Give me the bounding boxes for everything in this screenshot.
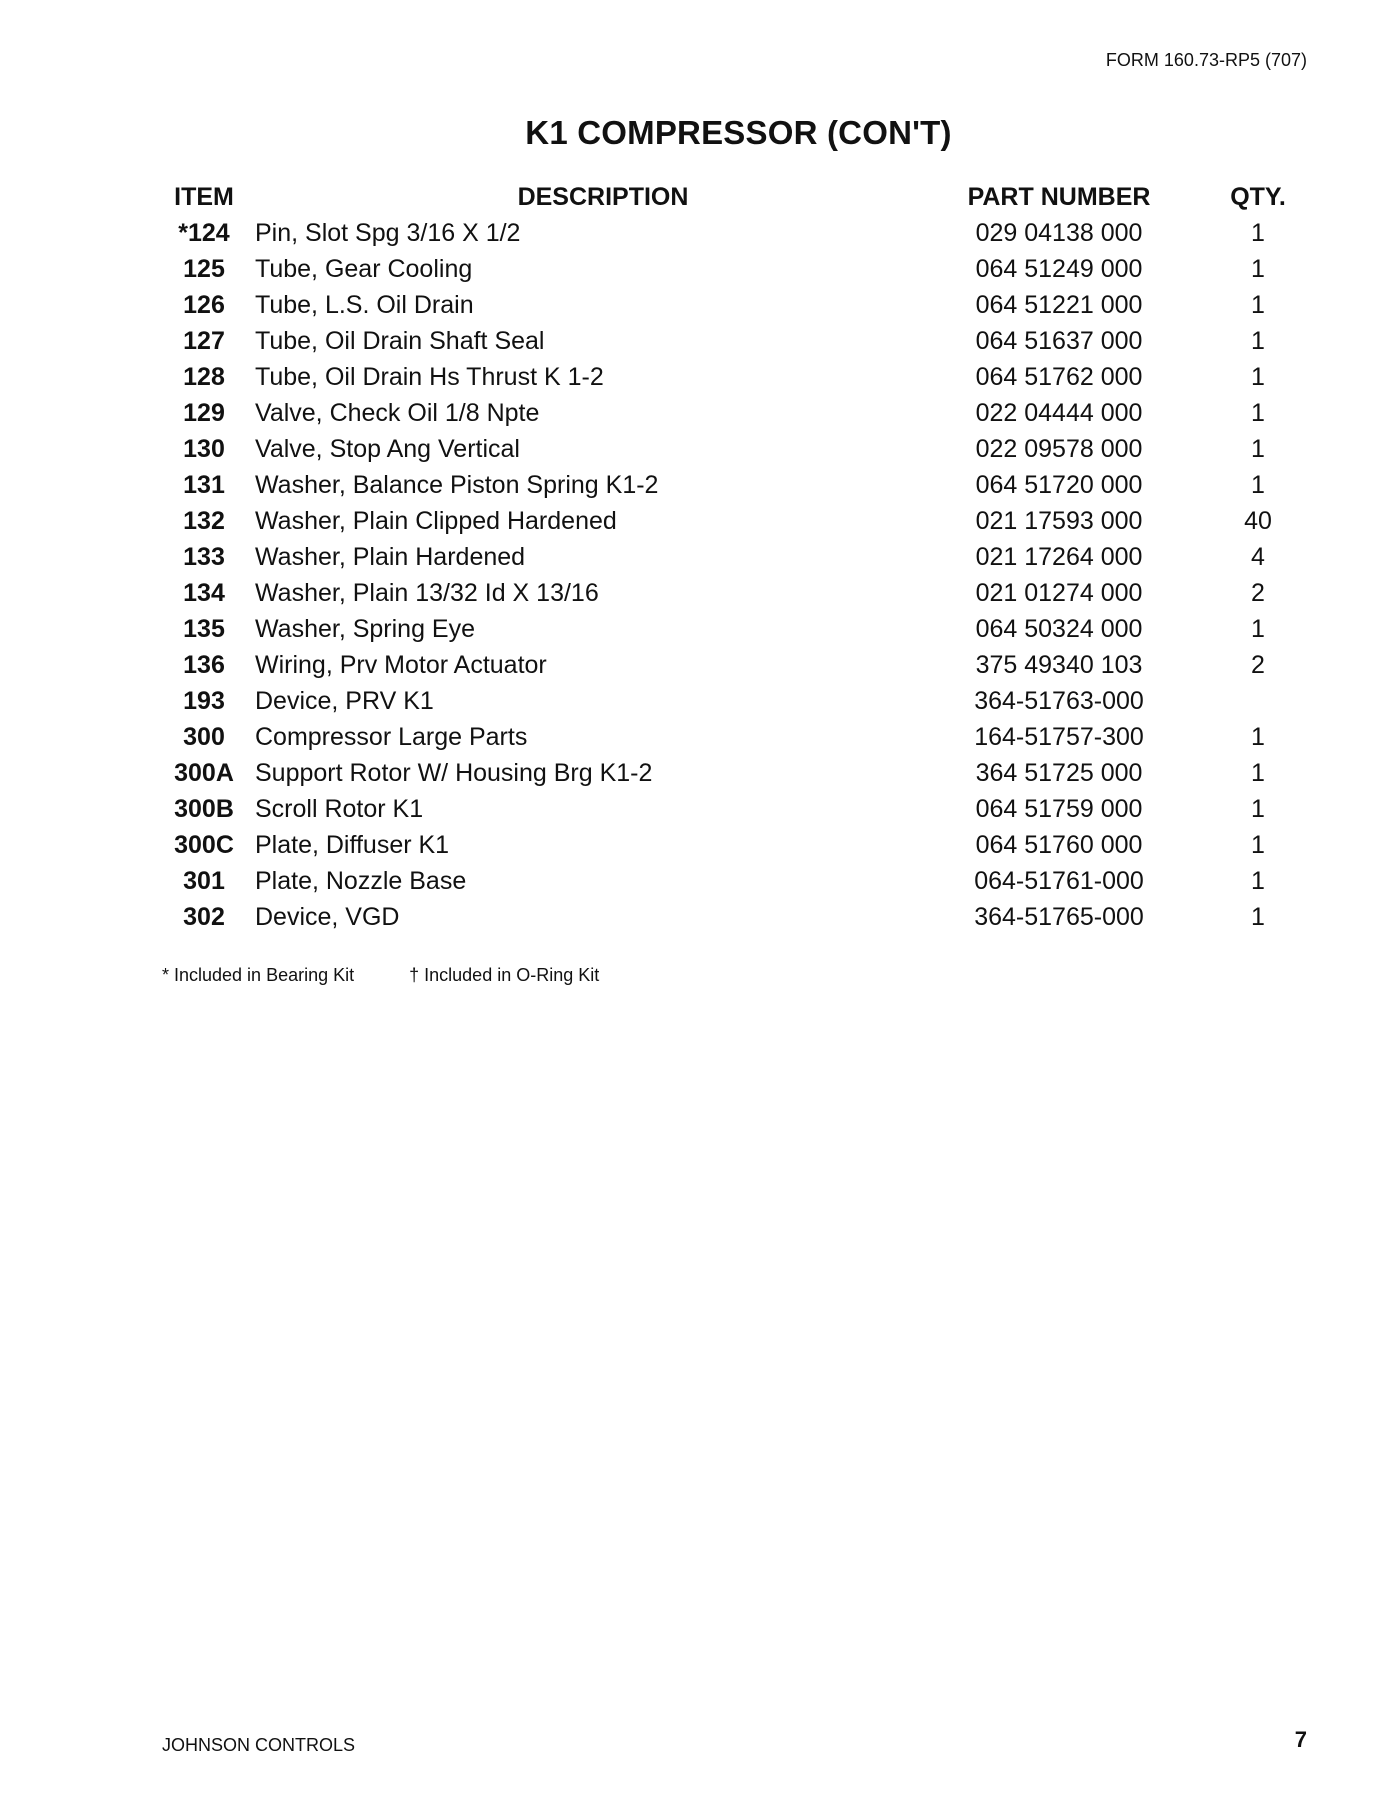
cell-part-number: 375 49340 103 [975,651,1143,679]
cell-qty: 1 [1251,759,1265,787]
cell-qty: 2 [1251,579,1265,607]
table-row [155,719,1351,755]
cell-part-number: 064 51249 000 [975,255,1143,283]
cell-qty: 1 [1251,435,1265,463]
cell-part-number: 064 51759 000 [975,795,1143,823]
table-row [155,287,1351,323]
cell-part-number: 022 04444 000 [975,399,1143,427]
cell-item: 136 [183,651,225,679]
cell-description: Valve, Check Oil 1/8 Npte [255,399,540,427]
cell-qty: 1 [1251,867,1265,895]
table-row [155,431,1351,467]
table-row [155,899,1351,935]
cell-part-number: 021 01274 000 [975,579,1143,607]
cell-qty: 1 [1251,291,1265,319]
table-row [155,863,1351,899]
page-title: K1 COMPRESSOR (CON'T) [525,114,952,151]
cell-item: 300 [183,723,225,751]
table-row [155,575,1351,611]
parts-table [155,179,1351,935]
cell-description: Washer, Plain Clipped Hardened [255,507,617,535]
parts-table-body [155,215,1351,935]
footnote-oring-kit: † Included in O-Ring Kit [409,965,600,985]
cell-description: Valve, Stop Ang Vertical [255,435,520,463]
table-row [155,683,1351,719]
cell-description: Washer, Plain Hardened [255,543,526,571]
cell-part-number: 021 17593 000 [975,507,1143,535]
column-header-description: DESCRIPTION [517,183,689,211]
cell-qty: 1 [1251,363,1265,391]
cell-part-number: 064 51221 000 [975,291,1143,319]
cell-part-number: 064 51637 000 [975,327,1143,355]
cell-qty: 4 [1251,543,1265,571]
footnotes [162,965,599,986]
form-number: FORM 160.73-RP5 (707) [1105,50,1307,70]
cell-part-number: 364-51765-000 [974,903,1144,931]
cell-item: 132 [183,507,225,535]
cell-description: Tube, Oil Drain Hs Thrust K 1-2 [255,363,604,391]
cell-item: *124 [178,219,230,247]
cell-qty: 1 [1251,219,1265,247]
table-row [155,755,1351,791]
table-row [155,503,1351,539]
cell-description: Wiring, Prv Motor Actuator [255,651,547,679]
cell-part-number: 029 04138 000 [975,219,1143,247]
cell-item: 302 [183,903,225,931]
cell-item: 125 [183,255,225,283]
page-number: 7 [1294,1727,1307,1752]
table-row [155,395,1351,431]
cell-item: 300A [174,759,234,787]
cell-qty: 2 [1251,651,1265,679]
cell-qty: 1 [1251,255,1265,283]
cell-part-number: 064-51761-000 [974,867,1144,895]
cell-qty: 1 [1251,399,1265,427]
table-row [155,467,1351,503]
cell-item: 300C [174,831,234,859]
table-header-row [155,179,1351,215]
cell-item: 134 [183,579,225,607]
cell-description: Washer, Balance Piston Spring K1-2 [255,471,659,499]
cell-qty [1165,683,1351,719]
cell-item: 131 [183,471,225,499]
cell-description: Scroll Rotor K1 [255,795,424,823]
column-header-qty: QTY. [1230,183,1286,211]
cell-qty: 1 [1251,723,1265,751]
cell-item: 126 [183,291,225,319]
table-row [155,647,1351,683]
cell-item: 301 [183,867,225,895]
cell-item: 130 [183,435,225,463]
table-row [155,251,1351,287]
cell-item: 300B [174,795,234,823]
cell-item: 127 [183,327,225,355]
footnote-bearing-kit: * Included in Bearing Kit [162,965,355,985]
cell-description: Tube, Gear Cooling [255,255,473,283]
company-name: JOHNSON CONTROLS [162,1735,356,1755]
cell-part-number: 164-51757-300 [974,723,1144,751]
cell-item: 128 [183,363,225,391]
cell-description: Tube, L.S. Oil Drain [255,291,474,319]
cell-description: Pin, Slot Spg 3/16 X 1/2 [255,219,521,247]
cell-qty: 1 [1251,831,1265,859]
cell-item: 129 [183,399,225,427]
cell-description: Plate, Diffuser K1 [255,831,450,859]
cell-part-number: 064 51720 000 [975,471,1143,499]
cell-part-number: 064 50324 000 [975,615,1143,643]
cell-part-number: 064 51760 000 [975,831,1143,859]
column-header-part-number: PART NUMBER [967,183,1151,211]
cell-qty: 1 [1251,903,1265,931]
table-row [155,791,1351,827]
cell-qty: 1 [1251,615,1265,643]
cell-qty: 1 [1251,327,1265,355]
cell-qty: 1 [1251,471,1265,499]
table-row [155,539,1351,575]
table-row [155,827,1351,863]
cell-part-number: 364 51725 000 [975,759,1143,787]
cell-qty: 40 [1244,507,1272,535]
column-header-item: ITEM [174,183,234,211]
cell-part-number: 064 51762 000 [975,363,1143,391]
table-row [155,323,1351,359]
table-row [155,611,1351,647]
cell-part-number: 021 17264 000 [975,543,1143,571]
cell-description: Washer, Plain 13/32 Id X 13/16 [255,579,599,607]
cell-item: 135 [183,615,225,643]
cell-item: 133 [183,543,225,571]
table-row [155,215,1351,251]
cell-part-number: 364-51763-000 [974,687,1144,715]
cell-qty: 1 [1251,795,1265,823]
cell-description: Device, VGD [255,903,400,931]
cell-part-number: 022 09578 000 [975,435,1143,463]
cell-description: Device, PRV K1 [255,687,434,715]
cell-description: Washer, Spring Eye [255,615,476,643]
cell-item: 193 [183,687,225,715]
cell-description: Compressor Large Parts [255,723,528,751]
cell-description: Tube, Oil Drain Shaft Seal [255,327,545,355]
table-row [155,359,1351,395]
cell-description: Plate, Nozzle Base [255,867,467,895]
cell-description: Support Rotor W/ Housing Brg K1-2 [255,759,653,787]
